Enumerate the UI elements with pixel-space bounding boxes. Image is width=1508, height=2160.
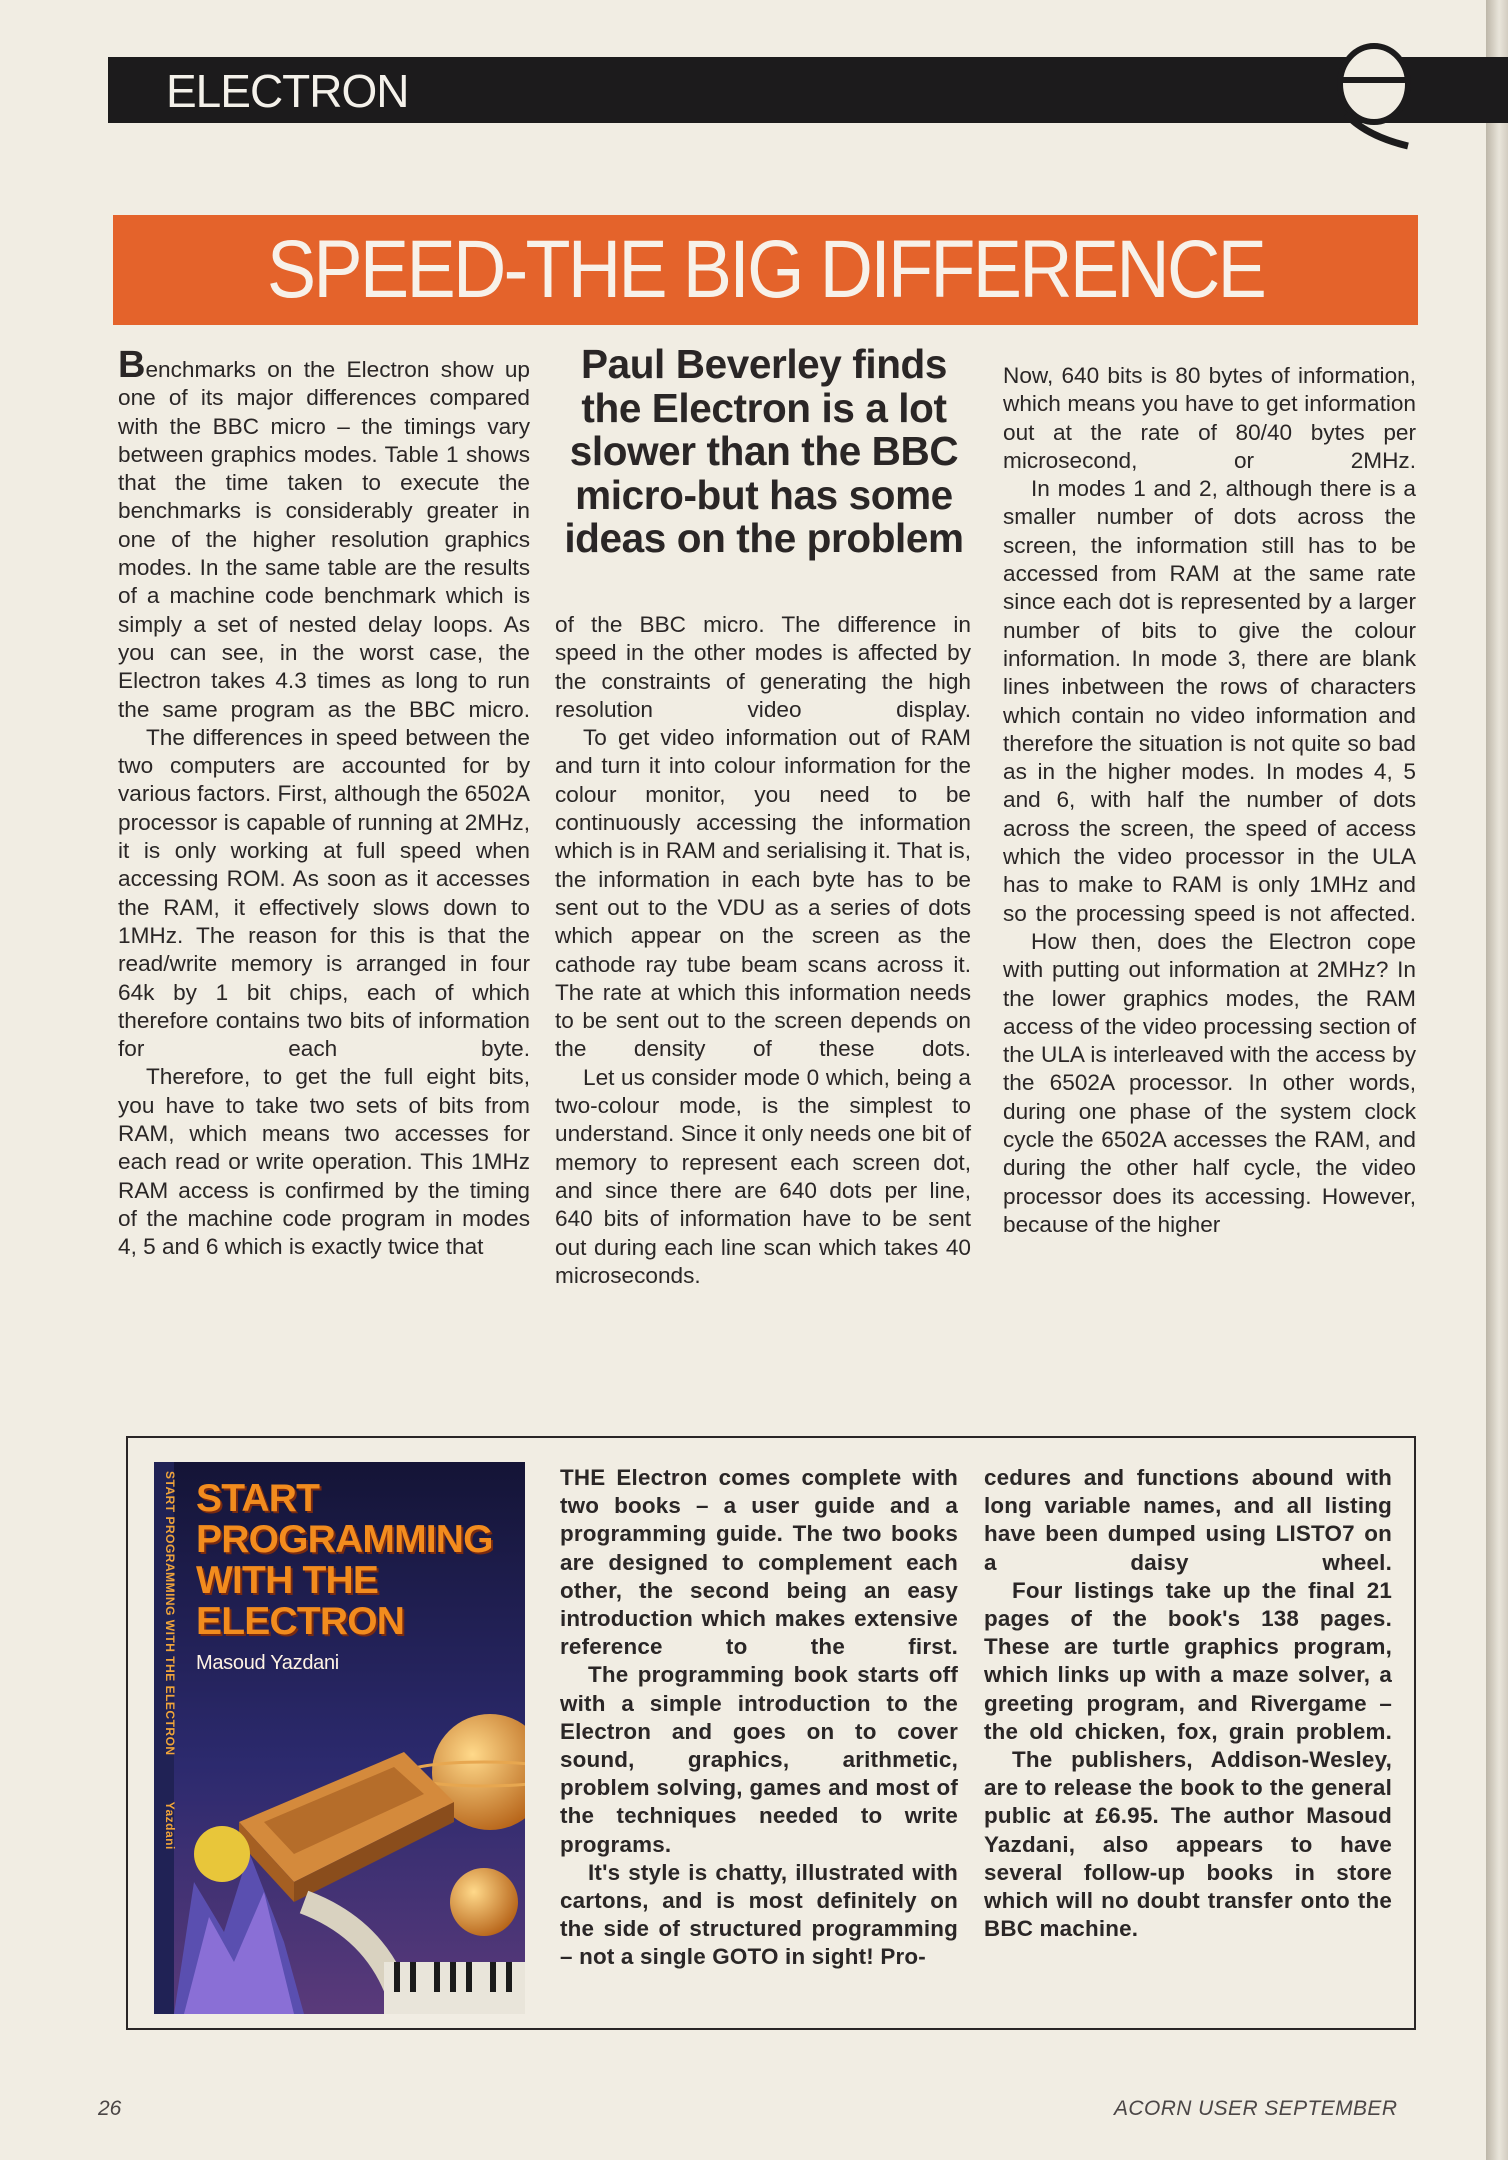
article-paragraph: Benchmarks on the Electron show up one of its major differences compared with the BBC micro – the timings vary between graphics modes. Table 1 shows that the time taken to execute the benchmarks is considerably greater in one of the higher resolution graphics modes. In the same table are the results of a machine code benchmark which is simply a set of nested delay loops. As you can see, in the worst case, the Electron takes 4.3 times as long to run the same program as the BBC micro. xyxy=(118,344,530,722)
book-spine-text: START PROGRAMMING WITH THE ELECTRON Yazdani xyxy=(163,1471,177,1850)
review-paragraph: Four listings take up the final 21 pages of the book's 138 pages. These are turtle graphics program, which links up with a maze solver, a greeting program, and Rivergame – the old chicken, fox, grain problem. xyxy=(984,1577,1392,1744)
article-paragraph: Now, 640 bits is 80 bytes of information, which means you have to get information out at the rate of 80/40 bytes per microsecond, or 2MHz. xyxy=(1003,363,1416,473)
book-review-box xyxy=(126,1436,1416,2030)
page-number: 26 xyxy=(98,2097,122,2120)
page-edge xyxy=(1486,0,1508,2160)
review-paragraph: The programming book starts off with a simple introduction to the Electron and goes on to cover sound, graphics, arithmetic, problem solving, games and most of the techniques needed to write programs. xyxy=(560,1662,958,1857)
standfirst: Paul Beverley finds the Electron is a lot slower than the BBC micro-but has some ideas on the problem xyxy=(564,341,964,561)
headline: SPEED-THE BIG DIFFERENCE xyxy=(266,224,1265,315)
article-paragraph: Let us consider mode 0 which, being a two-colour mode, is the simplest to understand. Since it only needs one bit of memory to represent each screen dot, and since there are 640 dots per line, 640 bits of information have to be sent out during each line scan which takes 40 microseconds. xyxy=(555,1064,971,1288)
article-paragraph: of the BBC micro. The difference in speed in the other modes is affected by the constraints of generating the high resolution video display. xyxy=(555,612,971,722)
magazine-footer: ACORN USER SEPTEMBER xyxy=(1114,2097,1398,2120)
article-paragraph: How then, does the Electron cope with putting out information at 2MHz? In the lower graphics modes, the RAM access of the video processing section of the ULA is interleaved with the access by the 6502A processor. In other words, during one phase of the system clock cycle the 6502A accesses the RAM, and during the other half cycle, the video processor does its accessing. However, because of the higher xyxy=(1003,928,1416,1237)
review-paragraph: It's style is chatty, illustrated with cartons, and is most definitely on the side of structured programming – not a single GOTO in sight! Pro- xyxy=(560,1859,958,1970)
section-header-bar xyxy=(108,57,1508,123)
review-column-2 xyxy=(984,1464,1392,1943)
headline-banner xyxy=(113,215,1418,325)
review-column-1 xyxy=(560,1464,958,1972)
review-paragraph: cedures and functions abound with long variable names, and all listing have been dumped using LISTO7 on a daisy wheel. xyxy=(984,1465,1392,1575)
article-paragraph: In modes 1 and 2, although there is a smaller number of dots across the screen, the information still has to be accessed from RAM at the same rate since each dot is represented by a larger number of bits to give the colour information. In mode 3, there are blank lines inbetween the rows of characters which contain no video information and therefore the situation is not quite so bad as in the higher modes. In modes 4, 5 and 6, with half the number of dots across the screen, the speed of access which the video processor in the ULA has to make to RAM is only 1MHz and so the processing speed is not affected. xyxy=(1003,476,1416,926)
review-paragraph: The publishers, Addison-Wesley, are to release the book to the general public at £6.95. The author Masoud Yazdani, also appears to have several follow-up books in store which will no doubt transfer onto the BBC machine. xyxy=(984,1747,1392,1942)
book-cover-image xyxy=(154,1462,525,2014)
article-paragraph: The differences in speed between the two computers are accounted for by various factors. First, although the 6502A processor is capable of running at 2MHz, it is only working at full speed when accessing ROM. As soon as it accesses the RAM, it effectively slows down to 1MHz. The reason for this is that the read/write memory is arranged in four 64k by 1 bit chips, each of which therefore contains two bits of information for each byte. xyxy=(118,724,530,1062)
article-paragraph: To get video information out of RAM and turn it into colour information for the colour monitor, you need to be continuously accessing the information which is in RAM and serialising it. That is, the information in each byte has to be sent out to the VDU as a series of dots which appear on the screen as the cathode ray tube beam scans across it. The rate at which this information needs to be sent out to the screen depends on the density of these dots. xyxy=(555,725,971,1062)
book-cover-author: Masoud Yazdani xyxy=(196,1652,339,1674)
article-column-2 xyxy=(555,611,971,1290)
section-title: ELECTRON xyxy=(166,65,409,117)
planet-small xyxy=(450,1868,518,1936)
article-column-1 xyxy=(118,344,530,1262)
review-paragraph: THE Electron comes complete with two books – a user guide and a programming guide. The two books are designed to complement each other, the second being an easy introduction which makes extensive reference to the first. xyxy=(560,1465,958,1660)
drop-cap: B xyxy=(118,344,146,386)
strawberry-sphere xyxy=(194,1826,250,1882)
article-column-3 xyxy=(1003,362,1416,1239)
book-cover-title: START PROGRAMMING WITH THE ELECTRON xyxy=(196,1477,493,1643)
acorn-logo-icon xyxy=(1326,40,1422,156)
article-paragraph: Therefore, to get the full eight bits, you have to take two sets of bits from RAM, which means two accesses for each read or write operation. This 1MHz RAM access is confirmed by the timing of the machine code program in modes 4, 5 and 6 which is exactly twice that xyxy=(118,1064,530,1260)
